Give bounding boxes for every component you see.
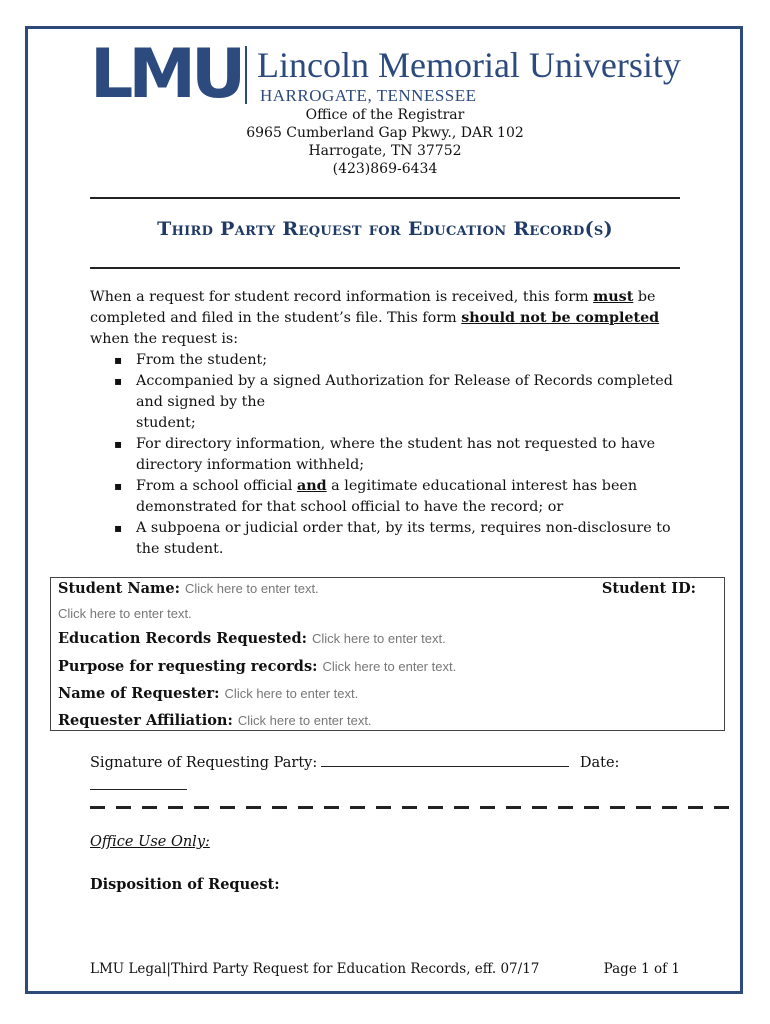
office-use-heading: Office Use Only: (90, 834, 210, 850)
form-title: Third Party Request for Education Record(s) (157, 218, 613, 240)
student-id-field[interactable]: Click here to enter text. (58, 606, 192, 621)
intro-text: when the request is: (90, 331, 239, 347)
list-item-text: From a school official (136, 478, 297, 494)
date-line[interactable] (90, 789, 187, 790)
records-requested-label: Education Records Requested: (58, 630, 307, 647)
records-requested-row (58, 630, 446, 647)
footer-title: LMU Legal|Third Party Request for Education Records, eff. 07/17 (90, 961, 540, 977)
emphasis-should-not: should not be completed (461, 310, 660, 326)
signature-line[interactable] (321, 752, 569, 767)
registrar-address (0, 106, 770, 178)
purpose-row: Purpose for requesting records: Click here to enter text. (58, 658, 457, 675)
list-item (136, 434, 680, 476)
page-number: Page 1 of 1 (603, 961, 680, 977)
address-line: Office of the Registrar (305, 107, 465, 123)
page-footer (90, 961, 680, 977)
affiliation-field[interactable]: Click here to enter text. (237, 713, 372, 728)
list-item (136, 371, 680, 434)
divider-top (90, 197, 680, 199)
exception-list (90, 350, 680, 560)
list-item (136, 350, 680, 371)
purpose-field[interactable]: Click here to enter text. (322, 659, 457, 674)
university-name: Lincoln Memorial University (257, 45, 681, 85)
requester-field[interactable]: Click here to enter text. (224, 686, 359, 701)
list-item-text: student; (136, 415, 196, 431)
intro-text: When a request for student record information is received, this form (90, 289, 594, 305)
divider-bottom (90, 267, 680, 269)
logo-divider (245, 46, 247, 104)
list-item-text: a legitimate educational interest has been demonstrated for that school official to have the record; or (136, 478, 638, 515)
list-item (136, 518, 680, 560)
instructions (90, 287, 680, 560)
address-line: (423)869-6434 (332, 161, 438, 177)
affiliation-row (58, 712, 372, 729)
address-line: 6965 Cumberland Gap Pkwy., DAR 102 (246, 125, 524, 141)
list-item (136, 476, 680, 518)
records-requested-field[interactable]: Click here to enter text. (312, 631, 446, 646)
emphasis-and: and (296, 478, 327, 494)
purpose-label: Purpose for requesting records (58, 658, 313, 675)
list-item-text: A subpoena or judicial order that, by its terms, requires non-disclosure to the student. (136, 520, 671, 557)
date-label: Date: (579, 755, 620, 771)
student-id-label: Student ID: (601, 580, 696, 597)
list-item-text: For directory information, where the student has not requested to have directory information withheld; (136, 436, 656, 473)
affiliation-label: Requester Affiliation: (58, 712, 233, 729)
disposition-label: Disposition of Request: (90, 876, 280, 893)
student-id-row (58, 605, 192, 622)
request-fields-box (50, 577, 725, 731)
university-location: HARROGATE, TENNESSEE (260, 86, 477, 105)
cut-line (90, 806, 730, 809)
signature-row (90, 752, 619, 771)
address-line: Harrogate, TN 37752 (308, 143, 462, 159)
intro-text: be completed and filed in the student’s file. This form (90, 289, 656, 326)
requester-row (58, 685, 358, 702)
university-logo (90, 35, 690, 114)
list-item-text: From the student; (136, 352, 268, 368)
student-name-row: Student Name: Click here to enter text. (58, 580, 319, 597)
requester-label: Name of Requester: (58, 685, 220, 702)
emphasis-must: must (593, 289, 634, 305)
signature-label: Signature of Requesting Party: (90, 755, 318, 771)
student-name-field[interactable]: Click here to enter text. (185, 581, 319, 596)
logo-mark: LMU (90, 35, 242, 114)
student-name-label: Student Name (58, 580, 175, 597)
list-item-text: Accompanied by a signed Authorization for Release of Records completed and signed by the (136, 373, 673, 410)
